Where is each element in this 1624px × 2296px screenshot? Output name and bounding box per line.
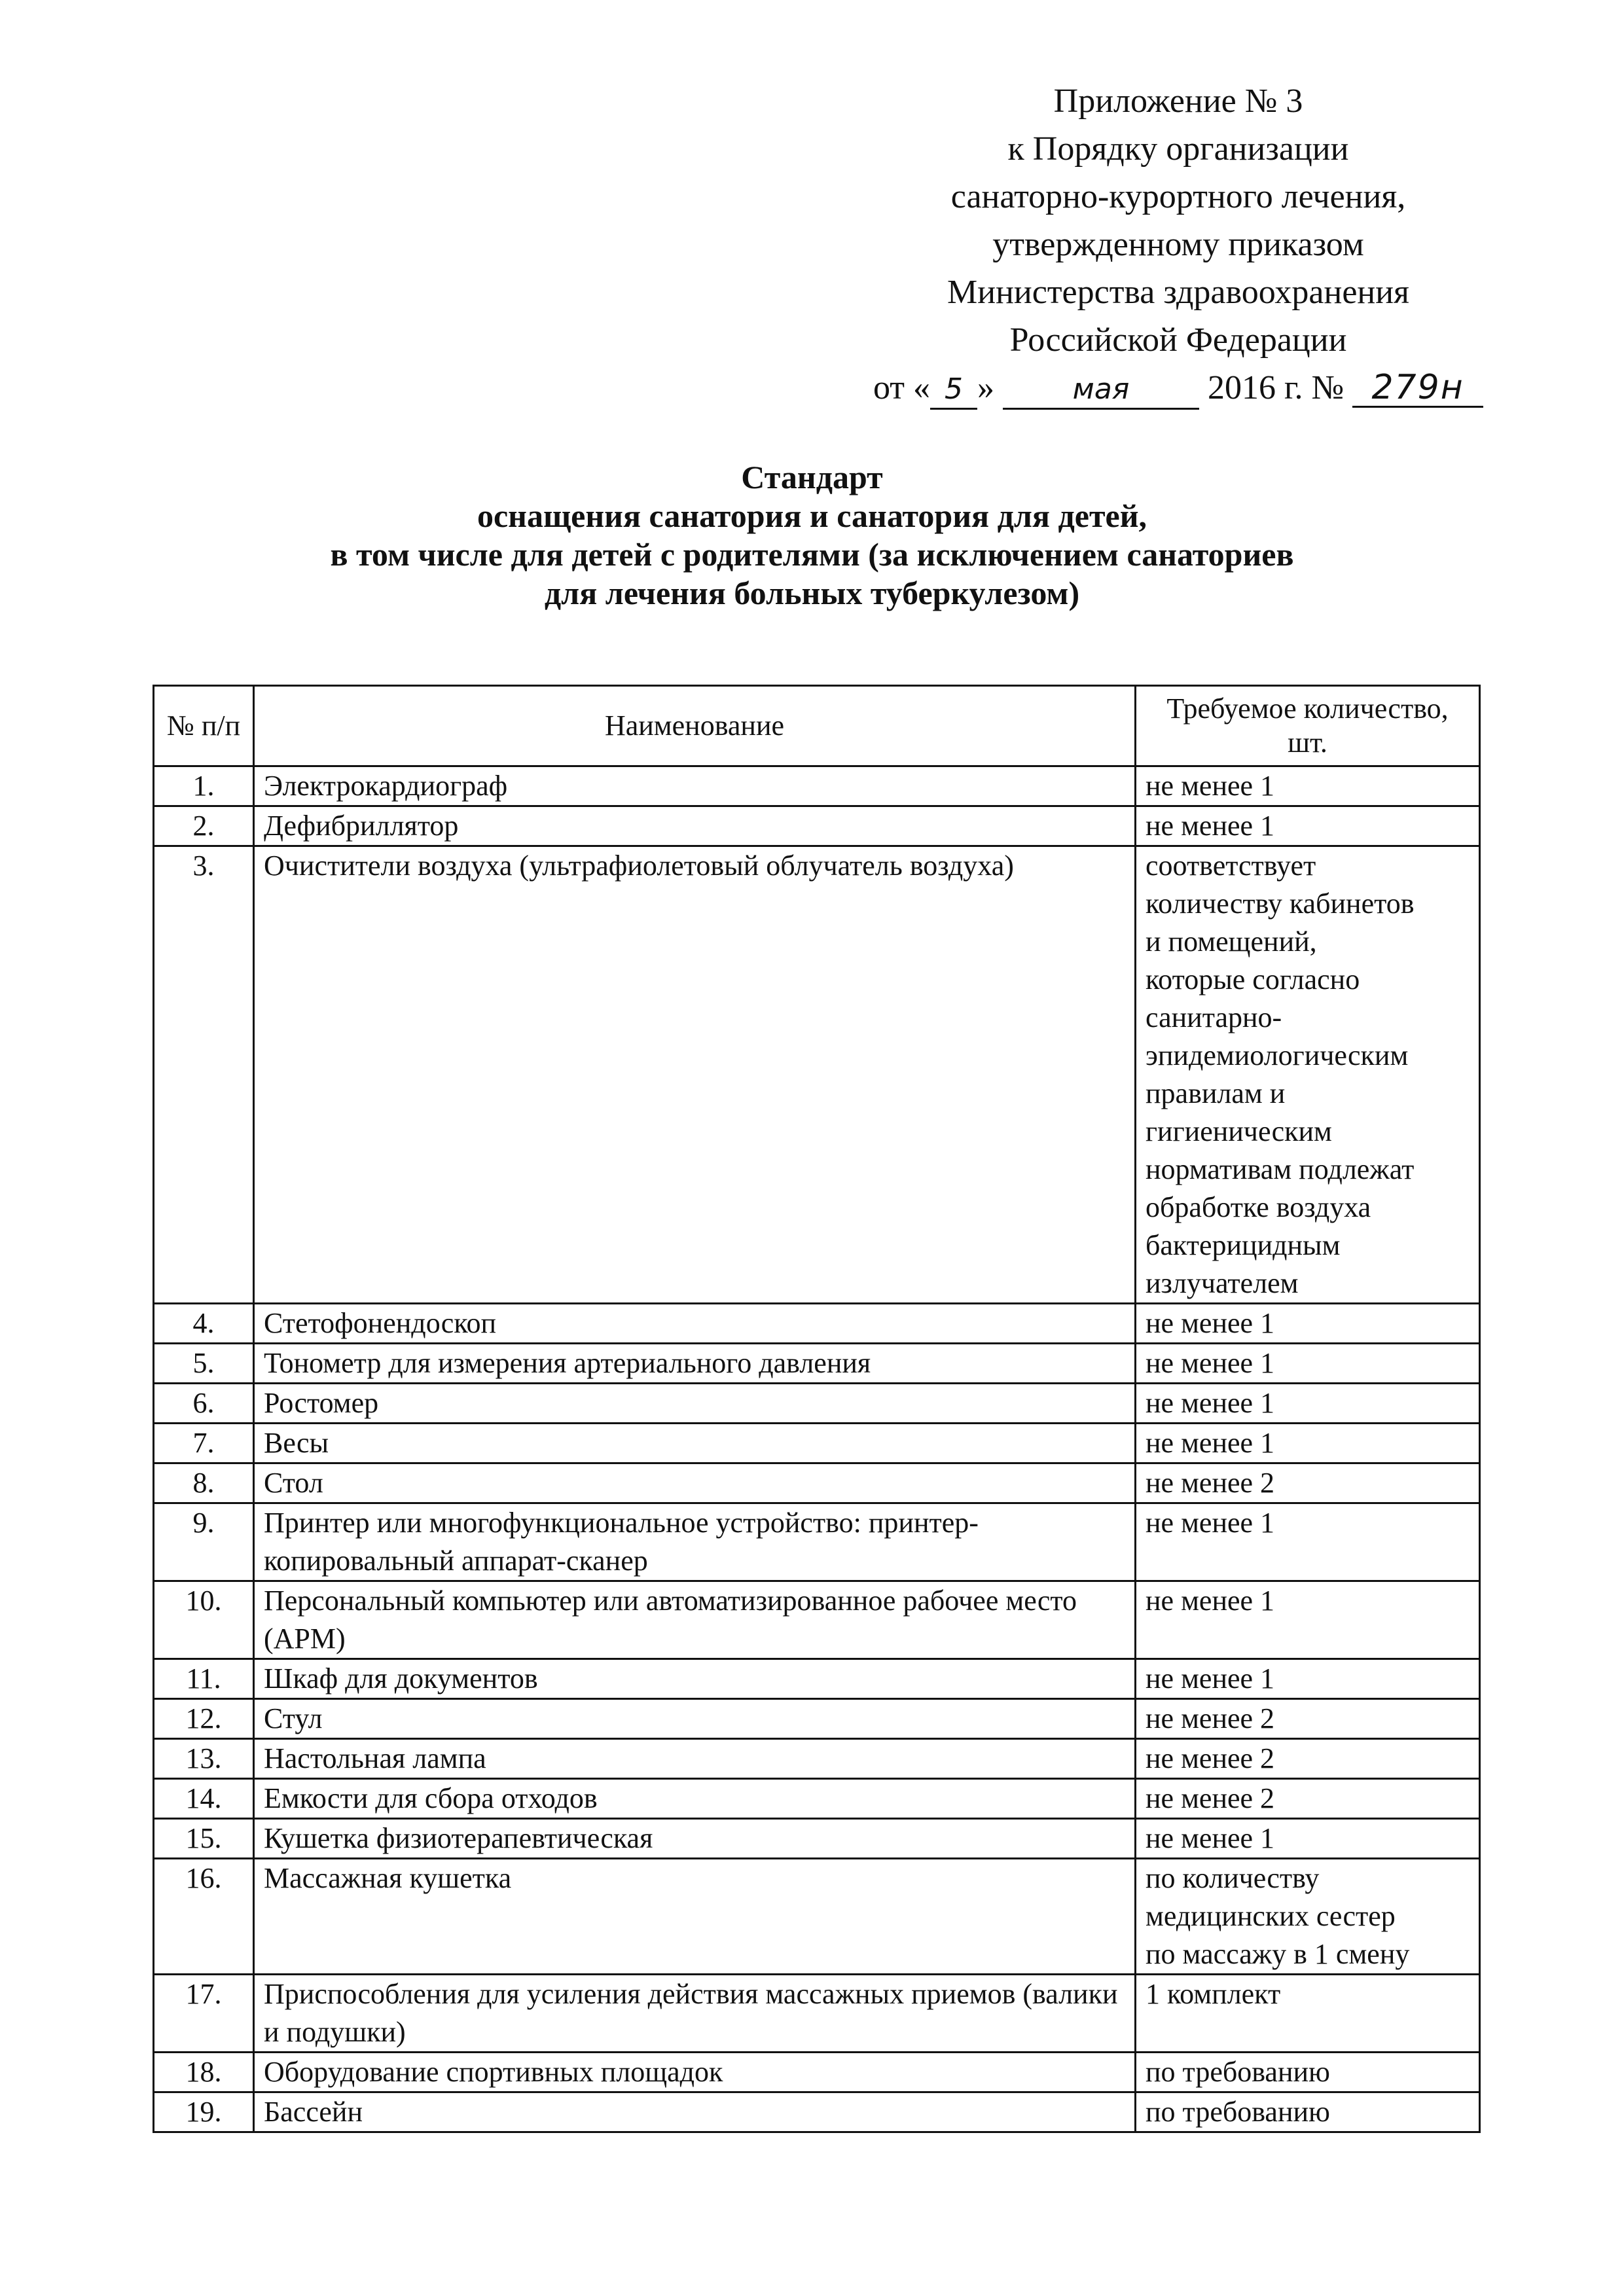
row-number: 19. [154,2092,254,2132]
row-name: Тонометр для измерения артериального давления [254,1344,1136,1384]
row-number: 9. [154,1503,254,1581]
title-line-1: Стандарт [741,459,883,495]
table-row [154,1581,1480,1659]
row-number: 16. [154,1859,254,1975]
table-row [154,806,1480,846]
row-quantity: не менее 1 [1136,1304,1480,1344]
appendix-federation-line: Российской Федерации [1009,321,1347,359]
table-row [154,1739,1480,1779]
title-line-4: для лечения больных туберкулезом) [544,575,1080,611]
column-header-number: № п/п [154,686,254,766]
row-name: Очистители воздуха (ультрафиолетовый облучатель воздуха) [254,846,1136,1304]
row-quantity: по требованию [1136,2092,1480,2132]
row-name: Шкаф для документов [254,1659,1136,1699]
table-row [154,766,1480,806]
handwritten-month: мая [1003,371,1199,410]
appendix-treatment-line: санаторно-курортного лечения, [950,178,1406,215]
row-name: Бассейн [254,2092,1136,2132]
row-name: Приспособления для усиления действия массажных приемов (валики и подушки) [254,1975,1136,2053]
row-number: 7. [154,1424,254,1463]
date-prefix: от « [873,369,930,406]
table-row [154,2053,1480,2092]
table-row [154,1699,1480,1739]
row-name: Ростомер [254,1384,1136,1424]
row-quantity: не менее 1 [1136,806,1480,846]
row-number: 4. [154,1304,254,1344]
row-number: 8. [154,1463,254,1503]
row-quantity: не менее 1 [1136,1819,1480,1859]
order-date-line [785,364,1571,412]
row-name: Электрокардиограф [254,766,1136,806]
appendix-approved-line: утвержденному приказом [992,226,1364,263]
row-name: Емкости для сбора отходов [254,1779,1136,1819]
row-number: 13. [154,1739,254,1779]
row-name: Оборудование спортивных площадок [254,2053,1136,2092]
row-name: Стул [254,1699,1136,1739]
document-title [0,458,1624,613]
row-number: 11. [154,1659,254,1699]
table-row [154,1779,1480,1819]
row-number: 14. [154,1779,254,1819]
equipment-table [153,685,1481,2133]
row-quantity: не менее 2 [1136,1699,1480,1739]
row-quantity: не менее 2 [1136,1779,1480,1819]
row-name: Принтер или многофункциональное устройство: принтер-копировальный аппарат-сканер [254,1503,1136,1581]
row-name: Настольная лампа [254,1739,1136,1779]
table-body [154,766,1480,2132]
row-number: 2. [154,806,254,846]
appendix-number: Приложение № 3 [1053,82,1303,120]
column-header-name: Наименование [254,686,1136,766]
table-row [154,1659,1480,1699]
row-quantity: 1 комплект [1136,1975,1480,2053]
title-line-3: в том числе для детей с родителями (за исключением санаториев [330,536,1294,573]
table-row [154,1304,1480,1344]
row-quantity: не менее 1 [1136,1384,1480,1424]
row-number: 5. [154,1344,254,1384]
title-line-2: оснащения санатория и санатория для детей, [477,497,1147,534]
table-row [154,846,1480,1304]
row-quantity: не менее 1 [1136,1424,1480,1463]
date-year: 2016 г. № [1207,369,1344,406]
row-name: Персональный компьютер или автоматизированное рабочее место (АРМ) [254,1581,1136,1659]
row-number: 12. [154,1699,254,1739]
table-row [154,2092,1480,2132]
row-number: 15. [154,1819,254,1859]
row-number: 6. [154,1384,254,1424]
row-quantity: не менее 2 [1136,1739,1480,1779]
handwritten-day: 5 [930,371,977,410]
row-quantity: не менее 2 [1136,1463,1480,1503]
row-quantity: не менее 1 [1136,1503,1480,1581]
table-row [154,1344,1480,1384]
row-quantity: по количеству медицинских сестер по массажу в 1 смену [1136,1859,1480,1975]
row-name: Дефибриллятор [254,806,1136,846]
row-name: Весы [254,1424,1136,1463]
table-row [154,1819,1480,1859]
row-quantity: не менее 1 [1136,1581,1480,1659]
table-row [154,1975,1480,2053]
appendix-ministry-line: Министерства здравоохранения [947,274,1409,311]
row-number: 17. [154,1975,254,2053]
row-name: Массажная кушетка [254,1859,1136,1975]
row-number: 1. [154,766,254,806]
appendix-header [785,77,1571,412]
row-quantity: не менее 1 [1136,766,1480,806]
row-name: Кушетка физиотерапевтическая [254,1819,1136,1859]
row-name: Стетофонендоскоп [254,1304,1136,1344]
table-row [154,1384,1480,1424]
table-row [154,1859,1480,1975]
column-header-quantity: Требуемое количество, шт. [1136,686,1480,766]
row-quantity: по требованию [1136,2053,1480,2092]
row-number: 10. [154,1581,254,1659]
date-close-quote: » [977,369,994,406]
table-header-row [154,686,1480,766]
row-quantity: не менее 1 [1136,1659,1480,1699]
row-number: 3. [154,846,254,1304]
table-row [154,1424,1480,1463]
table-row [154,1503,1480,1581]
row-quantity: соответствует количеству кабинетов и помещений, которые согласно санитарно- эпидемиологическим правилам и гигиеническим нормативам подлежат обработке воздуха бактерицидным излучателем [1136,846,1480,1304]
row-number: 18. [154,2053,254,2092]
row-name: Стол [254,1463,1136,1503]
table-row [154,1463,1480,1503]
appendix-procedure-ref: к Порядку организации [1007,130,1349,168]
handwritten-order-number: 279н [1352,369,1483,408]
row-quantity: не менее 1 [1136,1344,1480,1384]
